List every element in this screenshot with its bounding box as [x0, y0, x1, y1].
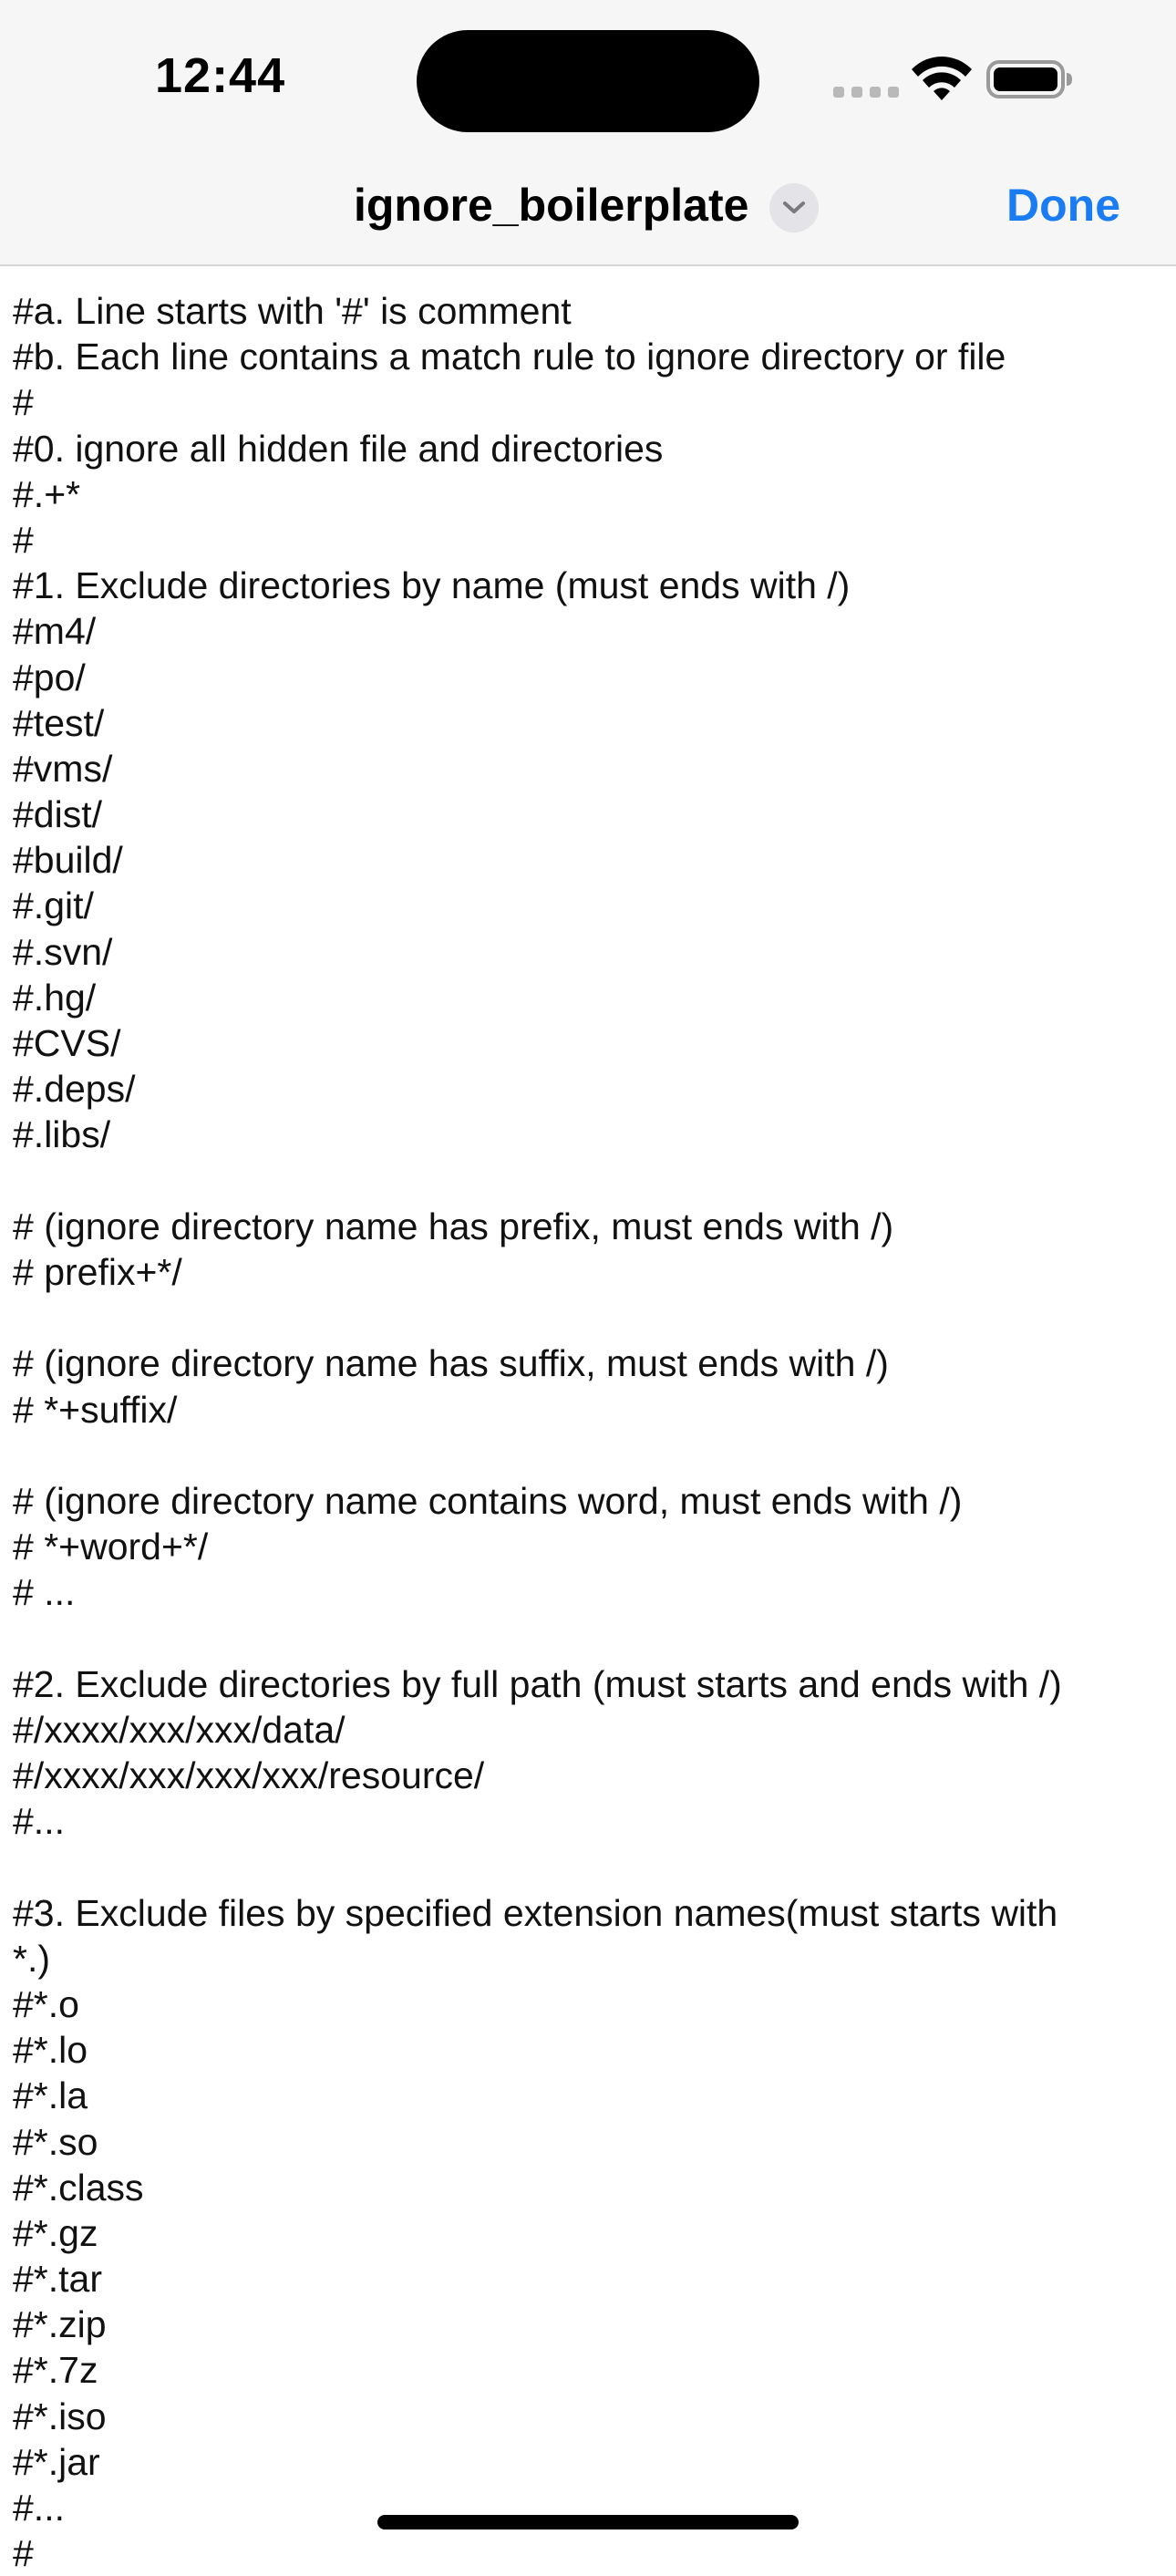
editor-line: # ...: [13, 1571, 76, 1614]
editor-line: #test/: [13, 701, 105, 744]
editor-line: #...: [13, 1800, 65, 1843]
editor-line: #po/: [13, 656, 86, 698]
cellular-dots-icon: [833, 87, 899, 98]
editor-line: *.): [13, 1937, 50, 1980]
editor-line: [13, 1844, 1163, 1889]
status-time: 12:44: [155, 48, 286, 103]
dynamic-island: [417, 30, 759, 132]
editor-line: #2. Exclude directories by full path (must starts and ends with /): [13, 1662, 1062, 1705]
editor-line: #3. Exclude files by specified extension names(must starts with: [13, 1891, 1058, 1934]
done-button[interactable]: Done: [1006, 180, 1120, 231]
editor-line: # (ignore directory name has prefix, must ends with /): [13, 1205, 894, 1247]
editor-line: #/xxxx/xxx/xxx/data/: [13, 1708, 346, 1751]
editor-line: #*.class: [13, 2166, 144, 2209]
editor-line: #*.la: [13, 2074, 88, 2117]
editor-line: #.svn/: [13, 930, 113, 973]
editor-line: #/xxxx/xxx/xxx/xxx/resource/: [13, 1754, 485, 1796]
editor-line: #.git/: [13, 885, 94, 927]
editor-line: #*.o: [13, 1982, 79, 2025]
page-title: ignore_boilerplate: [354, 180, 749, 231]
editor-line: #*.lo: [13, 2029, 88, 2072]
editor-line: [13, 1158, 1163, 1204]
editor-line: [13, 1433, 1163, 1478]
editor-line: #build/: [13, 839, 123, 882]
chevron-down-icon: [782, 201, 806, 215]
editor-line: #.+*: [13, 472, 81, 515]
battery-icon: [986, 58, 1074, 100]
editor-line: [13, 1295, 1163, 1340]
editor-line: # (ignore directory name has suffix, must ends with /): [13, 1342, 889, 1385]
editor-line: #*.zip: [13, 2303, 107, 2346]
editor-line: # prefix+*/: [13, 1250, 182, 1293]
editor-line: #vms/: [13, 747, 113, 790]
text-editor[interactable]: [0, 266, 1176, 2575]
editor-line: #*.tar: [13, 2258, 102, 2301]
editor-line: #: [13, 518, 34, 561]
editor-line: #...: [13, 2487, 65, 2529]
editor-line: #.deps/: [13, 1068, 136, 1111]
editor-line: #0. ignore all hidden file and directories: [13, 427, 664, 470]
editor-line: #*.jar: [13, 2440, 100, 2483]
navigation-header: [0, 0, 1176, 266]
home-indicator: [377, 2515, 799, 2529]
editor-line: #.hg/: [13, 976, 97, 1019]
editor-line: #*.gz: [13, 2211, 98, 2254]
editor-line: #*.so: [13, 2120, 98, 2163]
editor-line: #: [13, 381, 34, 424]
editor-line: #m4/: [13, 610, 97, 653]
title-menu-button[interactable]: [769, 183, 819, 233]
editor-line: #b. Each line contains a match rule to ignore directory or file: [13, 336, 1006, 378]
editor-line: #a. Line starts with '#' is comment: [13, 290, 572, 332]
editor-line: # *+word+*/: [13, 1526, 209, 1568]
editor-line: #.libs/: [13, 1113, 111, 1156]
editor-line: #1. Exclude directories by name (must ends with /): [13, 564, 851, 607]
editor-line: #dist/: [13, 793, 102, 836]
editor-line: [13, 1615, 1163, 1660]
wifi-icon: [912, 60, 972, 102]
editor-line: #*.iso: [13, 2395, 107, 2437]
editor-line: # *+suffix/: [13, 1388, 178, 1431]
editor-line: #CVS/: [13, 1022, 121, 1064]
editor-line: # (ignore directory name contains word, must ends with /): [13, 1479, 963, 1522]
editor-line: #*.7z: [13, 2349, 98, 2392]
editor-line: #: [13, 2532, 34, 2575]
